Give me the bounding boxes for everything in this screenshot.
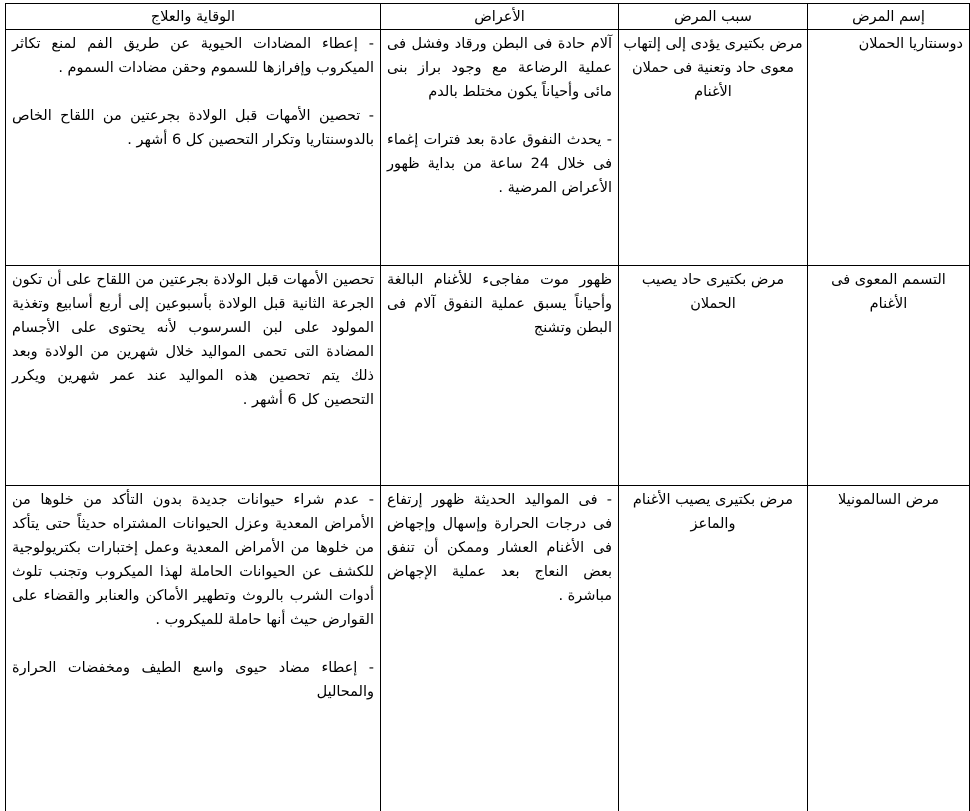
symptoms-cell bbox=[381, 266, 619, 486]
prevention-cell bbox=[6, 266, 381, 486]
prevention-paragraph: - إعطاء المضادات الحيوية عن طريق الفم لمنع تكاثر الميكروب وإفرازها للسموم وحقن مضادات السموم . bbox=[12, 36, 374, 76]
symptoms-cell bbox=[381, 30, 619, 266]
symptoms-paragraph: ظهور موت مفاجىء للأغنام البالغة وأحياناً يسبق عملية النفوق آلام فى البطن وتشنج bbox=[387, 272, 612, 336]
prevention-cell bbox=[6, 30, 381, 266]
symptoms-cell bbox=[381, 486, 619, 811]
cause-cell: مرض بكتيرى يؤدى إلى إلتهاب معوى حاد وتعنية فى حملان الأغنام bbox=[619, 30, 808, 266]
symptoms-paragraph: - يحدث النفوق عادة بعد فترات إغماء فى خلال 24 ساعة من بداية ظهور الأعراض المرضية . bbox=[387, 132, 613, 196]
disease-table bbox=[5, 3, 970, 811]
prevention-paragraph: - عدم شراء حيوانات جديدة بدون التأكد من خلوها من الأمراض المعدية وعزل الحيوانات المشتراه حديثاً حتى يتأكد من خلوها من الأمراض المعدية وعمل إختبارات بكتريولوجية للكشف عن الحيوانات الحاملة لهذا الميكروب وتجنب تلوث أدوات الشرب بالروث وتطهير الأماكن والعنابر والقضاء على القوارض حيث أنها حاملة للميكروب . bbox=[12, 492, 374, 628]
disease-name-cell: مرض السالمونيلا bbox=[808, 486, 970, 811]
table-row bbox=[6, 30, 970, 266]
prevention-cell bbox=[6, 486, 381, 811]
table-row bbox=[6, 486, 970, 811]
symptoms-paragraph: آلام حادة فى البطن ورقاد وفشل فى عملية الرضاعة مع وجود براز بنى مائى وأحياناً يكون مختلط بالدم bbox=[387, 36, 612, 100]
prevention-paragraph: تحصين الأمهات قبل الولادة بجرعتين من اللقاح على أن تكون الجرعة الثانية قبل الولادة بأسبوعين إلى أربع أسابيع وتغذية المولود على لبن السرسوب لأنه يحتوى على الأجسام المضادة التى تحمى المواليد خلال شهرين من الولادة وبعد ذلك يتم تحصين هذه المواليد عند عمر شهرين ويكرر التحصين كل 6 أشهر . bbox=[12, 272, 374, 408]
header-prevention: الوقاية والعلاج bbox=[6, 4, 381, 30]
table-row bbox=[6, 266, 970, 486]
header-symptoms: الأعراض bbox=[381, 4, 619, 30]
disease-name-cell: التسمم المعوى فى الأغنام bbox=[808, 266, 970, 486]
cause-cell: مرض بكتيرى يصيب الأغنام والماعز bbox=[619, 486, 808, 811]
prevention-paragraph: - إعطاء مضاد حيوى واسع الطيف ومخفضات الحرارة والمحاليل bbox=[12, 660, 374, 700]
symptoms-paragraph: - فى المواليد الحديثة ظهور إرتفاع فى درجات الحرارة وإسهال وإجهاض فى الأغنام العشار وممكن أن تنفق بعض النعاج بعد عملية الإجهاض مباشرة . bbox=[387, 492, 612, 604]
cause-cell: مرض بكتيرى حاد يصيب الحملان bbox=[619, 266, 808, 486]
disease-name-cell: دوسنتاريا الحملان bbox=[808, 30, 970, 266]
table-header-row bbox=[6, 4, 970, 30]
prevention-paragraph: - تحصين الأمهات قبل الولادة بجرعتين من اللقاح الخاص بالدوسنتاريا وتكرار التحصين كل 6 أشهر . bbox=[12, 108, 374, 148]
header-cause: سبب المرض bbox=[619, 4, 808, 30]
header-disease-name: إسم المرض bbox=[808, 4, 970, 30]
